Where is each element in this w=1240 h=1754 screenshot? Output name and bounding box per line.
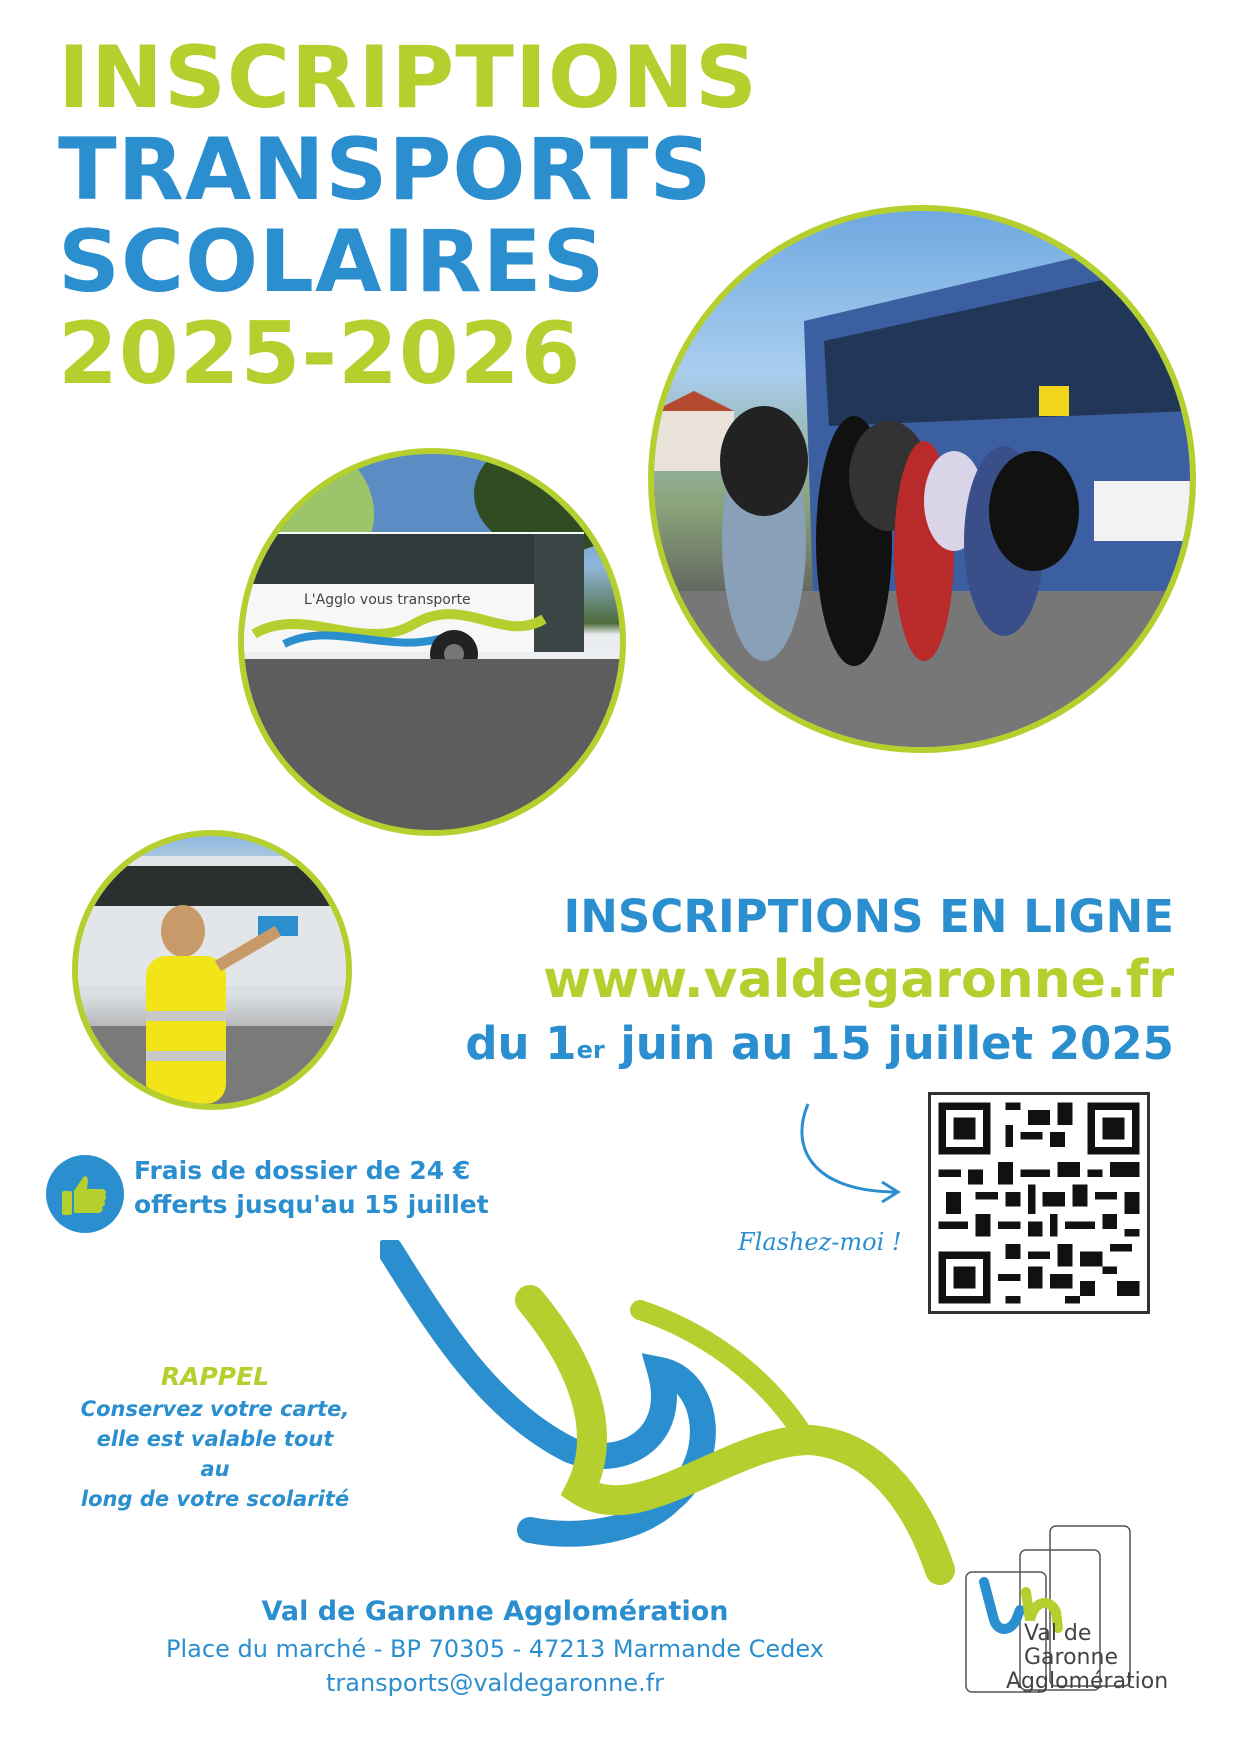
bus-slogan-text: L'Agglo vous transporte [304,592,471,608]
dates-suffix: juin au 15 juillet 2025 [604,1017,1174,1070]
logo-line-2: Garonne [1024,1645,1118,1670]
photo-students-boarding [648,205,1196,753]
contact-footer [150,1592,840,1700]
reminder-line-2: elle est valable tout au [96,1427,334,1481]
qr-caption: Flashez-moi ! [738,1228,902,1256]
postal-address: Place du marché - BP 70305 - 47213 Marmande Cedex [166,1635,824,1663]
website-link[interactable]: www.valdegaronne.fr [543,950,1174,1010]
curved-arrow-icon [790,1096,930,1216]
dates-superscript: er [576,1036,605,1064]
dates-prefix: du 1 [465,1017,577,1070]
reminder-line-1: Conservez votre carte, [80,1397,350,1421]
thumbs-up-glyph [46,1155,124,1233]
logo-line-1: Val de [1024,1621,1092,1646]
photo-bus-side [238,448,626,836]
logo-line-3: Agglomération [1006,1669,1169,1694]
reminder-title: RAPPEL [160,1362,270,1391]
title-line-inscriptions: INSCRIPTIONS [58,28,758,128]
reminder-line-3: long de votre scolarité [80,1487,350,1511]
photo-agent-vest [72,830,352,1110]
title-line-year: 2025-2026 [58,304,582,404]
reminder-block [80,1360,350,1514]
agent-vest-illustration [78,836,346,1104]
page-title [58,28,758,404]
contact-email[interactable]: transports@valdegaronne.fr [325,1669,665,1697]
online-registration-block [465,888,1174,1074]
title-line-scolaires: SCOLAIRES [58,212,606,312]
ribbon-decoration [380,1240,980,1600]
bus-side-illustration [244,454,620,830]
registration-dates [465,1014,1174,1074]
fees-line-2: offerts jusqu'au 15 juillet [134,1190,489,1219]
students-boarding-illustration [654,211,1190,747]
fees-notice [134,1154,489,1222]
online-heading: INSCRIPTIONS EN LIGNE [563,890,1174,943]
logo-wordmark [1006,1621,1169,1694]
thumbs-up-icon [46,1155,124,1233]
organization-name: Val de Garonne Agglomération [261,1596,729,1627]
title-line-transports: TRANSPORTS [58,120,713,220]
fees-line-1: Frais de dossier de 24 € [134,1156,471,1185]
